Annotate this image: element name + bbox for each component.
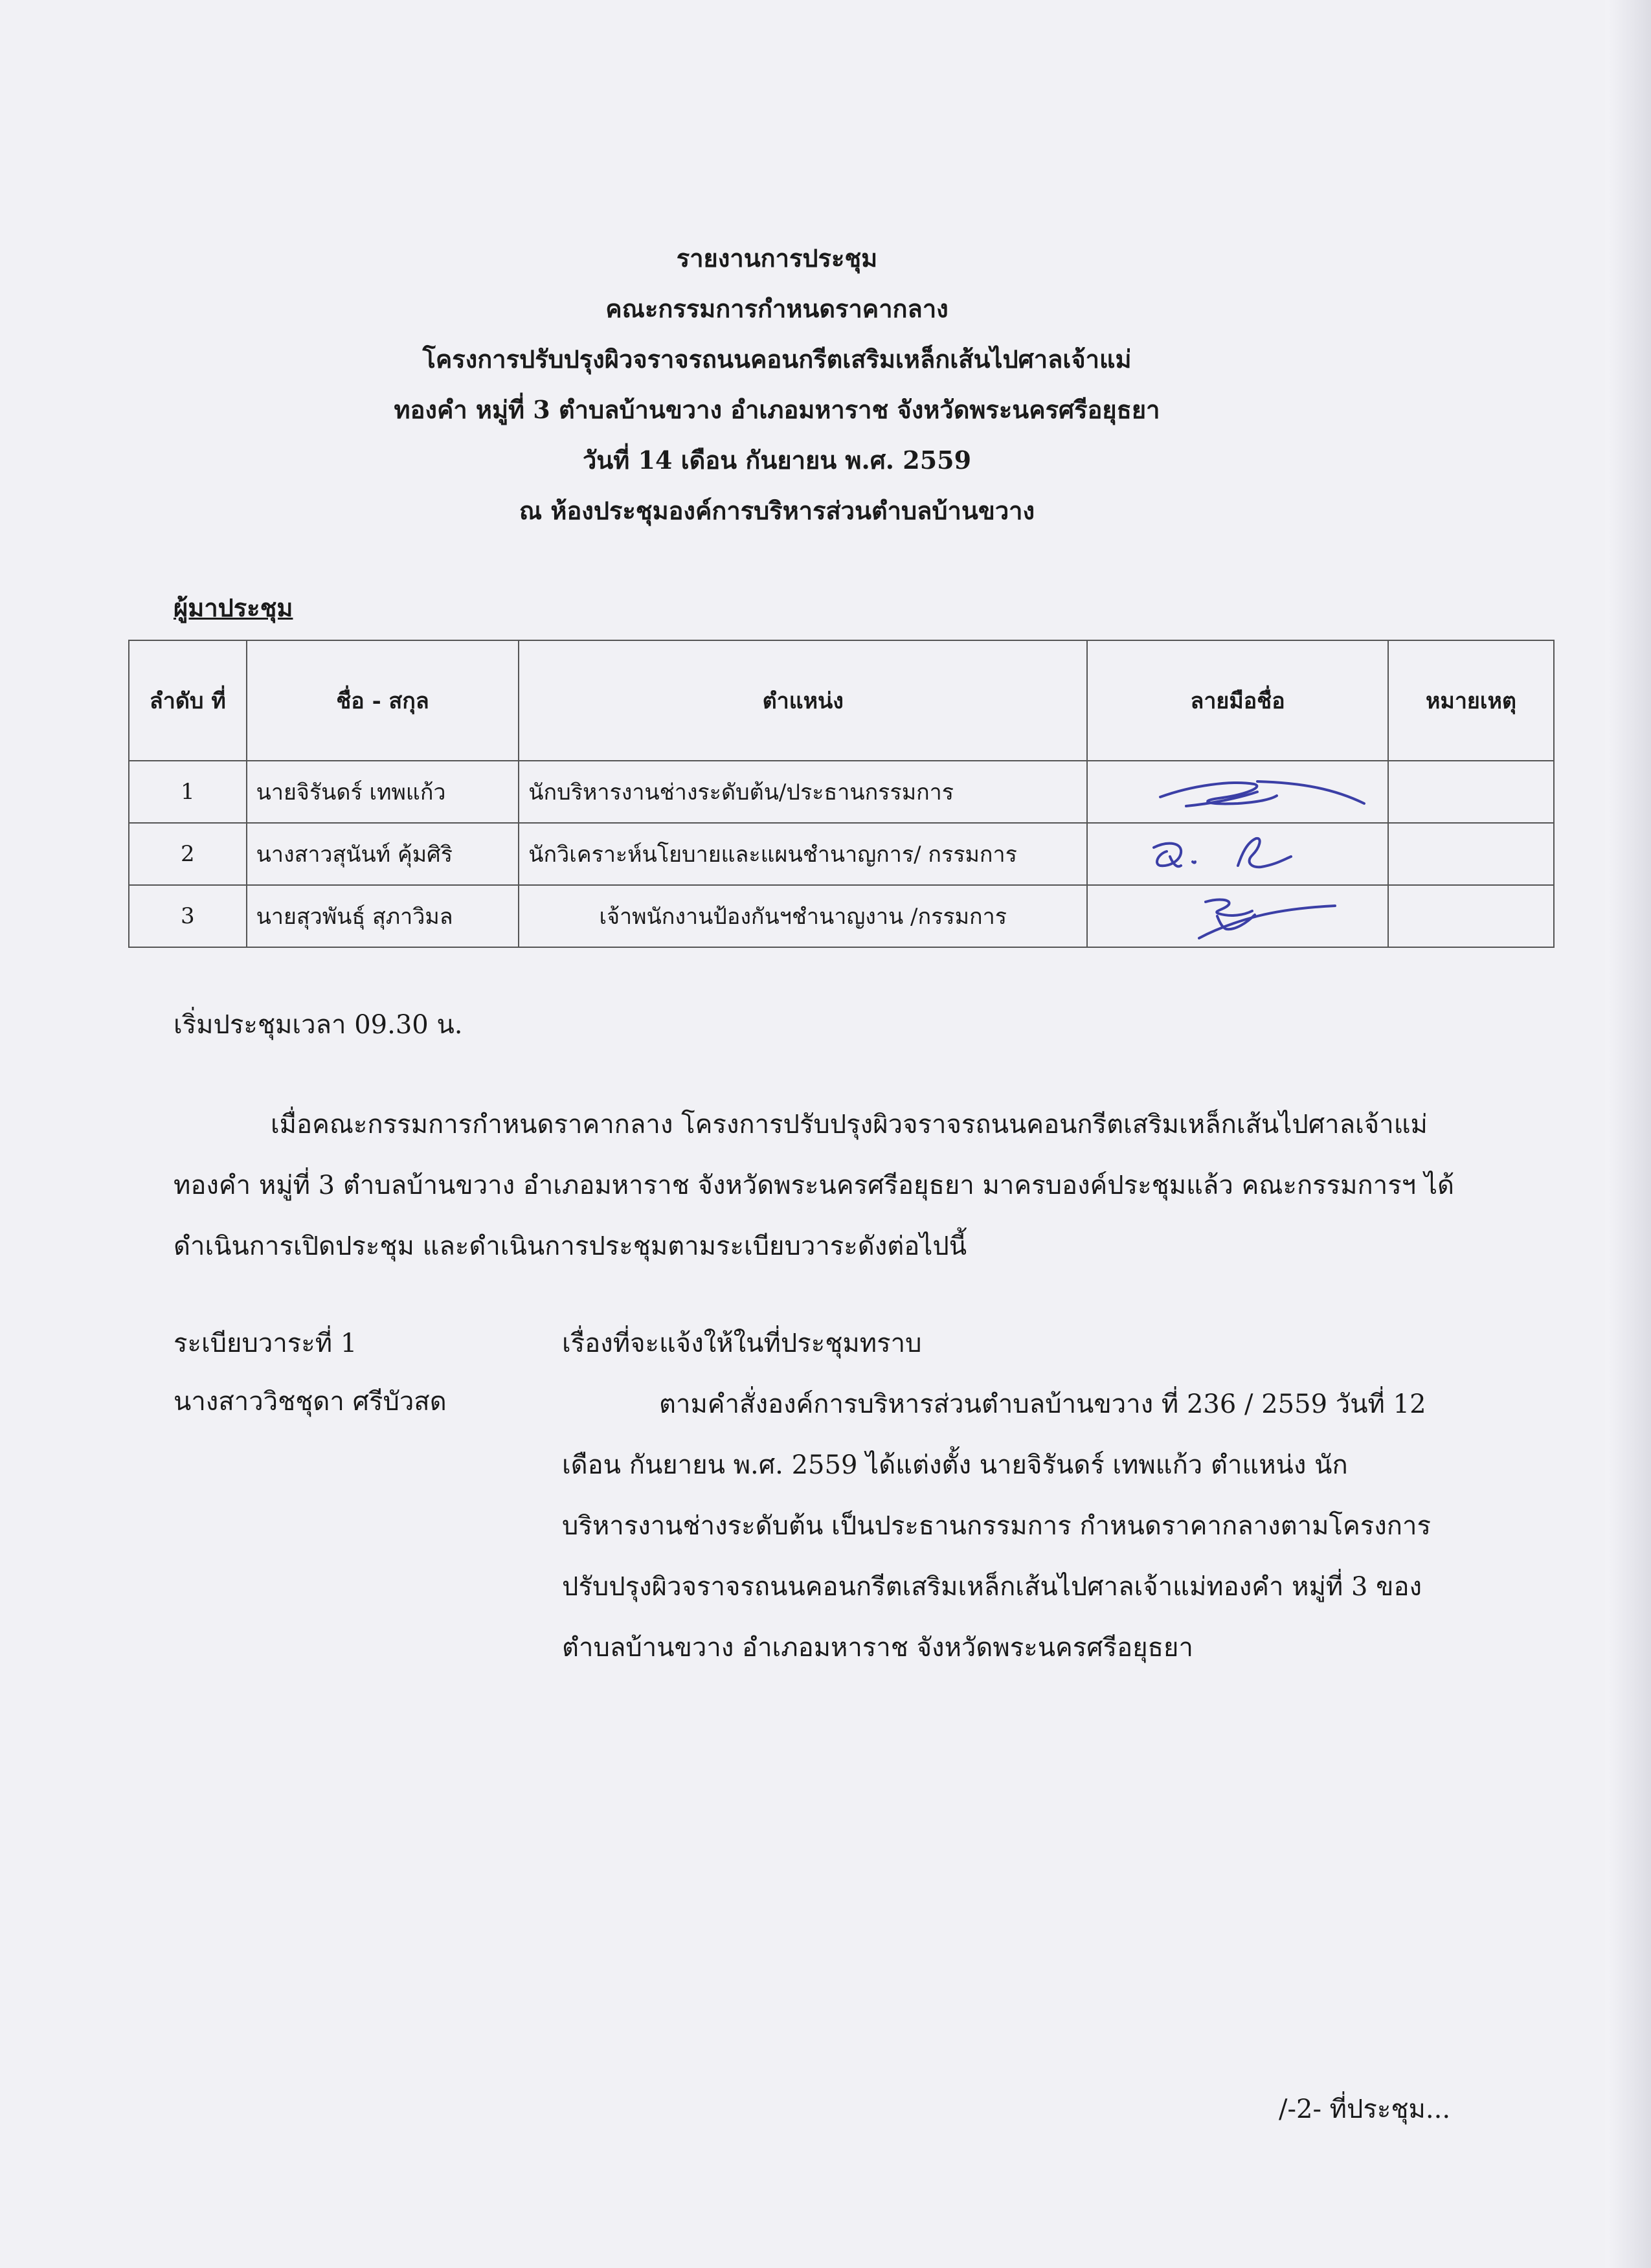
row-name: นายจิรันดร์ เทพแก้ว — [247, 761, 519, 823]
agenda-line: เดือน กันยายน พ.ศ. 2559 ได้แต่งตั้ง นายจิรันดร์ เทพแก้ว ตำแหน่ง นัก — [562, 1450, 1348, 1480]
signature-2-icon — [1108, 828, 1367, 880]
header-venue: ณ ห้องประชุมองค์การบริหารส่วนตำบลบ้านขวาง — [519, 496, 1035, 525]
page-continuation: /-2- ที่ประชุม... — [1279, 2094, 1451, 2124]
row-signature — [1087, 761, 1388, 823]
signature-3-icon — [1108, 890, 1367, 942]
row-no: 3 — [129, 885, 247, 947]
agenda-line: ตามคำสั่งองค์การบริหารส่วนตำบลบ้านขวาง ที่ 236 / 2559 วันที่ 12 — [659, 1389, 1426, 1419]
row-note — [1388, 761, 1554, 823]
signature-1-icon — [1108, 766, 1367, 818]
row-no: 1 — [129, 761, 247, 823]
opening-paragraph — [174, 1094, 1488, 1277]
row-note — [1388, 823, 1554, 885]
opening-paragraph-line: ทองคำ หมู่ที่ 3 ตำบลบ้านขวาง อำเภอมหาราช จังหวัดพระนครศรีอยุธยา มาครบองค์ประชุมแล้ว คณะกรรมการฯ ได้ — [174, 1171, 1454, 1200]
col-header-position: ตำแหน่ง — [519, 640, 1087, 761]
row-name: นางสาวสุนันท์ คุ้มศิริ — [247, 823, 519, 885]
table-row — [129, 761, 1554, 823]
agenda-content — [562, 1313, 1468, 1678]
col-header-note: หมายเหตุ — [1388, 640, 1554, 761]
attendees-heading: ผู้มาประชุม — [174, 593, 293, 622]
meeting-start-time: เริ่มประชุมเวลา 09.30 น. — [174, 1010, 463, 1040]
agenda-speaker: นางสาววิชชุดา ศรีบัวสด — [174, 1387, 447, 1417]
col-header-name: ชื่อ - สกุล — [247, 640, 519, 761]
agenda-label: ระเบียบวาระที่ 1 — [174, 1329, 357, 1358]
attendees-table — [128, 640, 1555, 948]
table-row — [129, 823, 1554, 885]
row-note — [1388, 885, 1554, 947]
row-signature — [1087, 823, 1388, 885]
agenda-topic: เรื่องที่จะแจ้งให้ในที่ประชุมทราบ — [562, 1329, 922, 1358]
opening-paragraph-line: ดำเนินการเปิดประชุม และดำเนินการประชุมตามระเบียบวาระดังต่อไปนี้ — [174, 1231, 967, 1261]
row-name: นายสุวพันธุ์ สุภาวิมล — [247, 885, 519, 947]
row-position: นักวิเคราะห์นโยบายและแผนชำนาญการ/ กรรมการ — [519, 823, 1087, 885]
agenda-line: บริหารงานช่างระดับต้น เป็นประธานกรรมการ กำหนดราคากลางตามโครงการ — [562, 1511, 1431, 1541]
col-header-signature: ลายมือชื่อ — [1087, 640, 1388, 761]
header-project-line2: ทองคำ หมู่ที่ 3 ตำบลบ้านขวาง อำเภอมหาราช จังหวัดพระนครศรีอยุธยา — [394, 395, 1160, 424]
agenda-line: ตำบลบ้านขวาง อำเภอมหาราช จังหวัดพระนครศรีอยุธยา — [562, 1633, 1193, 1663]
row-position: เจ้าพนักงานป้องกันฯชำนาญงาน /กรรมการ — [519, 885, 1087, 947]
row-position: นักบริหารงานช่างระดับต้น/ประธานกรรมการ — [519, 761, 1087, 823]
agenda-line: ปรับปรุงผิวจราจรถนนคอนกรีตเสริมเหล็กเส้นไปศาลเจ้าแม่ทองคำ หมู่ที่ 3 ของ — [562, 1572, 1422, 1602]
header-project-line1: โครงการปรับปรุงผิวจราจรถนนคอนกรีตเสริมเหล็กเส้นไปศาลเจ้าแม่ — [422, 344, 1132, 374]
opening-paragraph-line: เมื่อคณะกรรมการกำหนดราคากลาง โครงการปรับปรุงผิวจราจรถนนคอนกรีตเสริมเหล็กเส้นไปศาลเจ้าแม่ — [271, 1110, 1428, 1140]
header-committee: คณะกรรมการกำหนดราคากลาง — [605, 294, 949, 323]
row-no: 2 — [129, 823, 247, 885]
document-header — [324, 233, 1230, 536]
header-date: วันที่ 14 เดือน กันยายน พ.ศ. 2559 — [582, 445, 972, 475]
table-header-row — [129, 640, 1554, 761]
header-title: รายงานการประชุม — [676, 243, 878, 273]
table-row — [129, 885, 1554, 947]
col-header-no: ลำดับ ที่ — [129, 640, 247, 761]
row-signature — [1087, 885, 1388, 947]
